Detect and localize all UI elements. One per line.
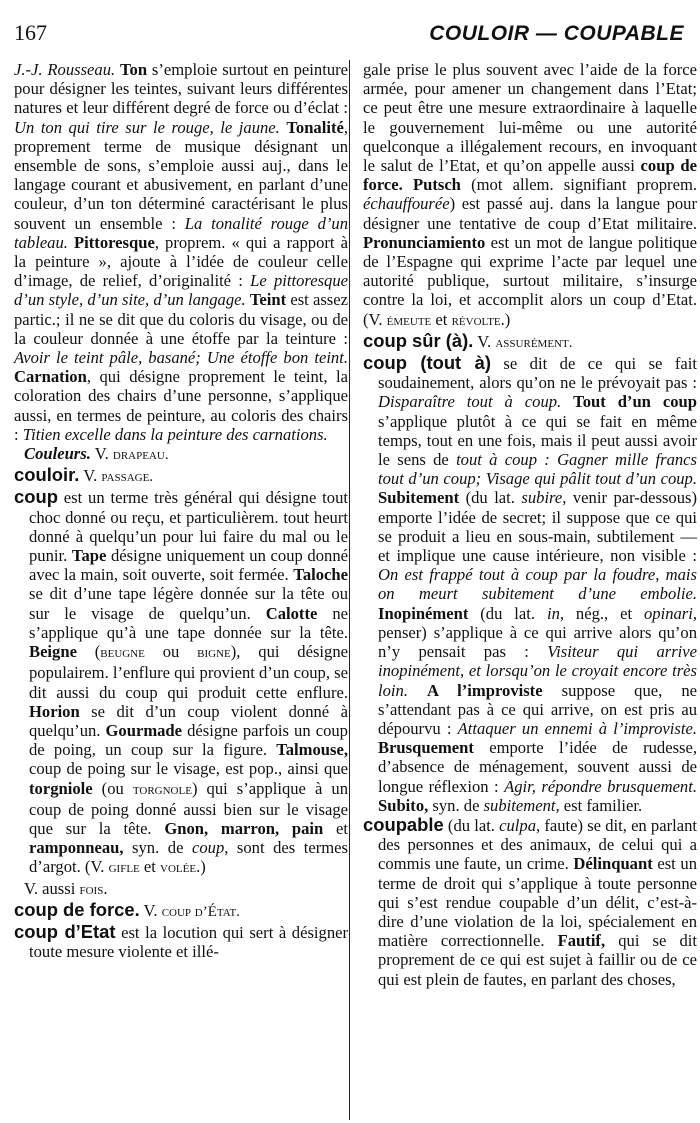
column-rule <box>349 60 350 1120</box>
running-head: COULOIR — COUPABLE <box>429 22 684 45</box>
entry-tout-a-coup: coup (tout à) se dit de ce qui se fait soudainement, alors qu’on ne le prévoyait pas : Disparaître tout à coup. Tout d’un coup s’applique plutôt à ce qui se fait en même temps, tout en une fois, mais il peut aussi avoir le sens de tout à coup : Gagner mille francs tout d’un coup; Visage qui pâlit tout d’un coup. Subitement (du lat. subire, venir par-dessous) emporte l’idée de secret; il suppose que ce qui se produit a lieu en sous-main, subtilement — et implique une cause intérieure, non visible : On est frappé tout à coup par la foudre, mais on meurt subitement d’une embolie. Inopinément (du lat. in, nég., et opinari, penser) s’applique à ce qui arrive alors qu’on n’y pensait pas : Visiteur qui arrive inopinément, et lorsqu’on le croyait encore très loin. A l’improviste suppose que, ne s’attendant pas à ce qui arrive, on est pris au dépourvu : Attaquer un ennemi à l’improviste. Brusquement emporte l’idée de rudesse, d’absence de ménagement, souvent aussi de longue réflexion : Agir, répondre brusquement. Subito, syn. de subitement, est familier. <box>363 352 697 815</box>
left-column <box>14 60 348 961</box>
entry-coup-detat: coup d’Etat est la locution qui sert à désigner toute mesure violente et illé- <box>14 920 349 962</box>
entry-voir-aussi: V. aussi fois. <box>24 878 108 898</box>
entry-coup-detat-cont: gale prise le plus souvent avec l’aide de la force armée, pour amener un changement dans l’Etat; ce peut être une mesure extraordinaire à laquelle le gouvernement lui-même ou une autorité quelconque a illégalement recours, en invoquant le salut de l’Etat, et qu’on appelle aussi coup de force. Putsch (mot allem. signifiant proprem. échauffourée) est passé auj. dans la langue pour désigner une tentative de coup d’Etat militaire. Pronunciamiento est un mot de langue politique de l’Espagne qui exprime l’acte par lequel une autorité publique, surtout militaire, s’insurge contre la loi, et accomplit alors un coup d’Etat. (V. émeute et révolte.) <box>363 60 698 329</box>
entry-couleurs: Couleurs. V. drapeau. <box>24 444 169 464</box>
page-number: 167 <box>14 20 47 45</box>
entry-ton: J.-J. Rousseau. Ton s’emploie surtout en peinture pour désigner les teintes, suivant leurs différentes natures et leur différent degré de force ou d’éclat : Un ton qui tire sur le rouge, le jaune. Tonalité, proprement terme de musique désignant un ensemble de sons, s’emploie aussi auj., dans le langage courant et abusivement, en parlant d’une couleur, d’un ton déterminé caractérisant le plus souvent un ensemble : La tonalité rouge d’un tableau. Pittoresque, proprem. « qui a rapport à la peinture », ajoute à l’idée de couleur celle d’image, de relief, d’originalité : Le pittoresque d’un style, d’un site, d’un langage. Teint est assez partic.; il ne se dit que du coloris du visage, ou de la couleur donnée à une étoffe par la teinture : Avoir le teint pâle, basané; Une étoffe bon teint. Carnation, qui désigne proprement le teint, la coloration des chairs d’une personne, s’applique aussi, en termes de peinture, au coloris des chairs : Titien excelle dans la peinture des carnations. <box>14 60 349 444</box>
entry-couloir: couloir. V. passage. <box>14 464 154 486</box>
entry-coup: coup est un terme très général qui désigne tout choc donné ou reçu, et particulièrem. tout heurt donné à quelqu’un pour lui faire du mal ou le punir. Tape désigne uniquement un coup donné avec la main, soit ouverte, soit fermée. Taloche se dit d’une tape légère donnée sur la tête ou sur le visage de quelqu’un. Calotte ne s’applique qu’à une tape donnée sur la tête. Beigne (beugne ou bigne), qui désigne populairem. l’enflure qui provient d’un coup, se dit aussi du coup qui produit cette enflure. Horion se dit d’un coup violent donné à quelqu’un. Gourmade désigne parfois un coup de poing, un coup sur la figure. Talmouse, coup de poing sur le visage, est pop., ainsi que torgniole (ou torgnole) qui s’applique à un coup de poing donné aussi bien sur le visage que sur la tête. Gnon, marron, pain et ramponneau, syn. de coup, sont des termes d’argot. (V. gifle et volée.) <box>14 486 349 877</box>
entry-coup-sur: coup sûr (à). V. assurément. <box>363 329 573 351</box>
page-header <box>14 20 684 50</box>
right-column <box>363 60 697 989</box>
entry-coupable: coupable (du lat. culpa, faute) se dit, en parlant des personnes et des animaux, de celui qui a commis une faute, un crime. Délinquant est un terme de droit qui s’applique à toute personne qui s’est rendue coupable d’un délit, c’est-à-dire d’une violation de la loi, spécialement en matière correctionnelle. Fautif, qui se dit proprement de ce qui est sujet à faillir ou de ce qui est plein de fautes, en parlant des choses, <box>363 813 697 989</box>
entry-coup-de-force: coup de force. V. coup d’État. <box>14 898 240 920</box>
